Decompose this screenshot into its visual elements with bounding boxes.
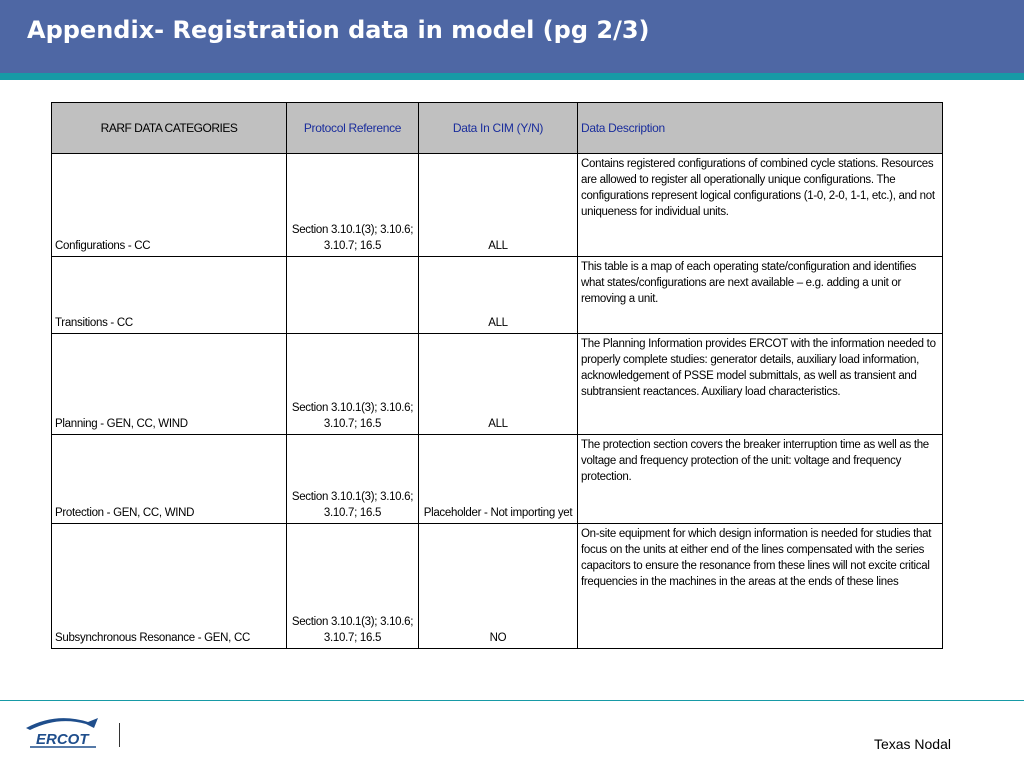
header-data-in-cim: Data In CIM (Y/N): [419, 103, 578, 154]
table-row: [52, 334, 943, 435]
cim-cell: Placeholder - Not importing yet: [419, 435, 578, 524]
description-cell: This table is a map of each operating state/configuration and identifies what states/configurations are next available – e.g. adding a unit or removing a unit.: [578, 257, 943, 334]
footer-divider: [0, 700, 1024, 701]
ercot-logo: [22, 714, 102, 752]
cim-cell: ALL: [419, 154, 578, 257]
header-protocol-reference: Protocol Reference: [287, 103, 419, 154]
title-accent-stripe: [0, 73, 1024, 80]
footer-label: Texas Nodal: [873, 736, 951, 752]
cim-cell: ALL: [419, 257, 578, 334]
logo-separator: [119, 723, 120, 747]
protocol-cell: Section 3.10.1(3); 3.10.6; 3.10.7; 16.5: [287, 154, 419, 257]
table-row: [52, 154, 943, 257]
protocol-cell: [287, 257, 419, 334]
category-cell: Subsynchronous Resonance - GEN, CC: [52, 524, 287, 649]
table-header-row: [52, 103, 943, 154]
description-cell: On-site equipment for which design information is needed for studies that focus on the units at either end of the lines compensated with the series capacitors to ensure the resonance from these lines will not excite critical frequencies in the machines in the areas at the ends of these lines: [578, 524, 943, 649]
table-row: [52, 257, 943, 334]
description-cell: The Planning Information provides ERCOT with the information needed to properly complete studies: generator details, auxiliary load information, acknowledgement of PSSE model submittals, as well as transient and subtransient reactances. Auxiliary load characteristics.: [578, 334, 943, 435]
category-cell: Protection - GEN, CC, WIND: [52, 435, 287, 524]
svg-text:ERCOT: ERCOT: [36, 731, 89, 748]
slide-title: Appendix- Registration data in model (pg 2/3): [27, 16, 650, 44]
registration-data-table: [51, 102, 943, 649]
cim-cell: NO: [419, 524, 578, 649]
category-cell: Transitions - CC: [52, 257, 287, 334]
cim-cell: ALL: [419, 334, 578, 435]
table-row: [52, 524, 943, 649]
header-rarf-data-categories: RARF DATA CATEGORIES: [52, 103, 287, 154]
header-data-description: Data Description: [578, 103, 943, 154]
category-cell: Planning - GEN, CC, WIND: [52, 334, 287, 435]
protocol-cell: Section 3.10.1(3); 3.10.6; 3.10.7; 16.5: [287, 435, 419, 524]
protocol-cell: Section 3.10.1(3); 3.10.6; 3.10.7; 16.5: [287, 334, 419, 435]
description-cell: Contains registered configurations of combined cycle stations. Resources are allowed to register all operationally unique configurations. The configurations represent logical configurations (1-0, 2-0, 1-1, etc.), and not uniqueness for individual units.: [578, 154, 943, 257]
description-cell: The protection section covers the breaker interruption time as well as the voltage and frequency protection of the unit: voltage and frequency protection.: [578, 435, 943, 524]
category-cell: Configurations - CC: [52, 154, 287, 257]
protocol-cell: Section 3.10.1(3); 3.10.6; 3.10.7; 16.5: [287, 524, 419, 649]
table-row: [52, 435, 943, 524]
